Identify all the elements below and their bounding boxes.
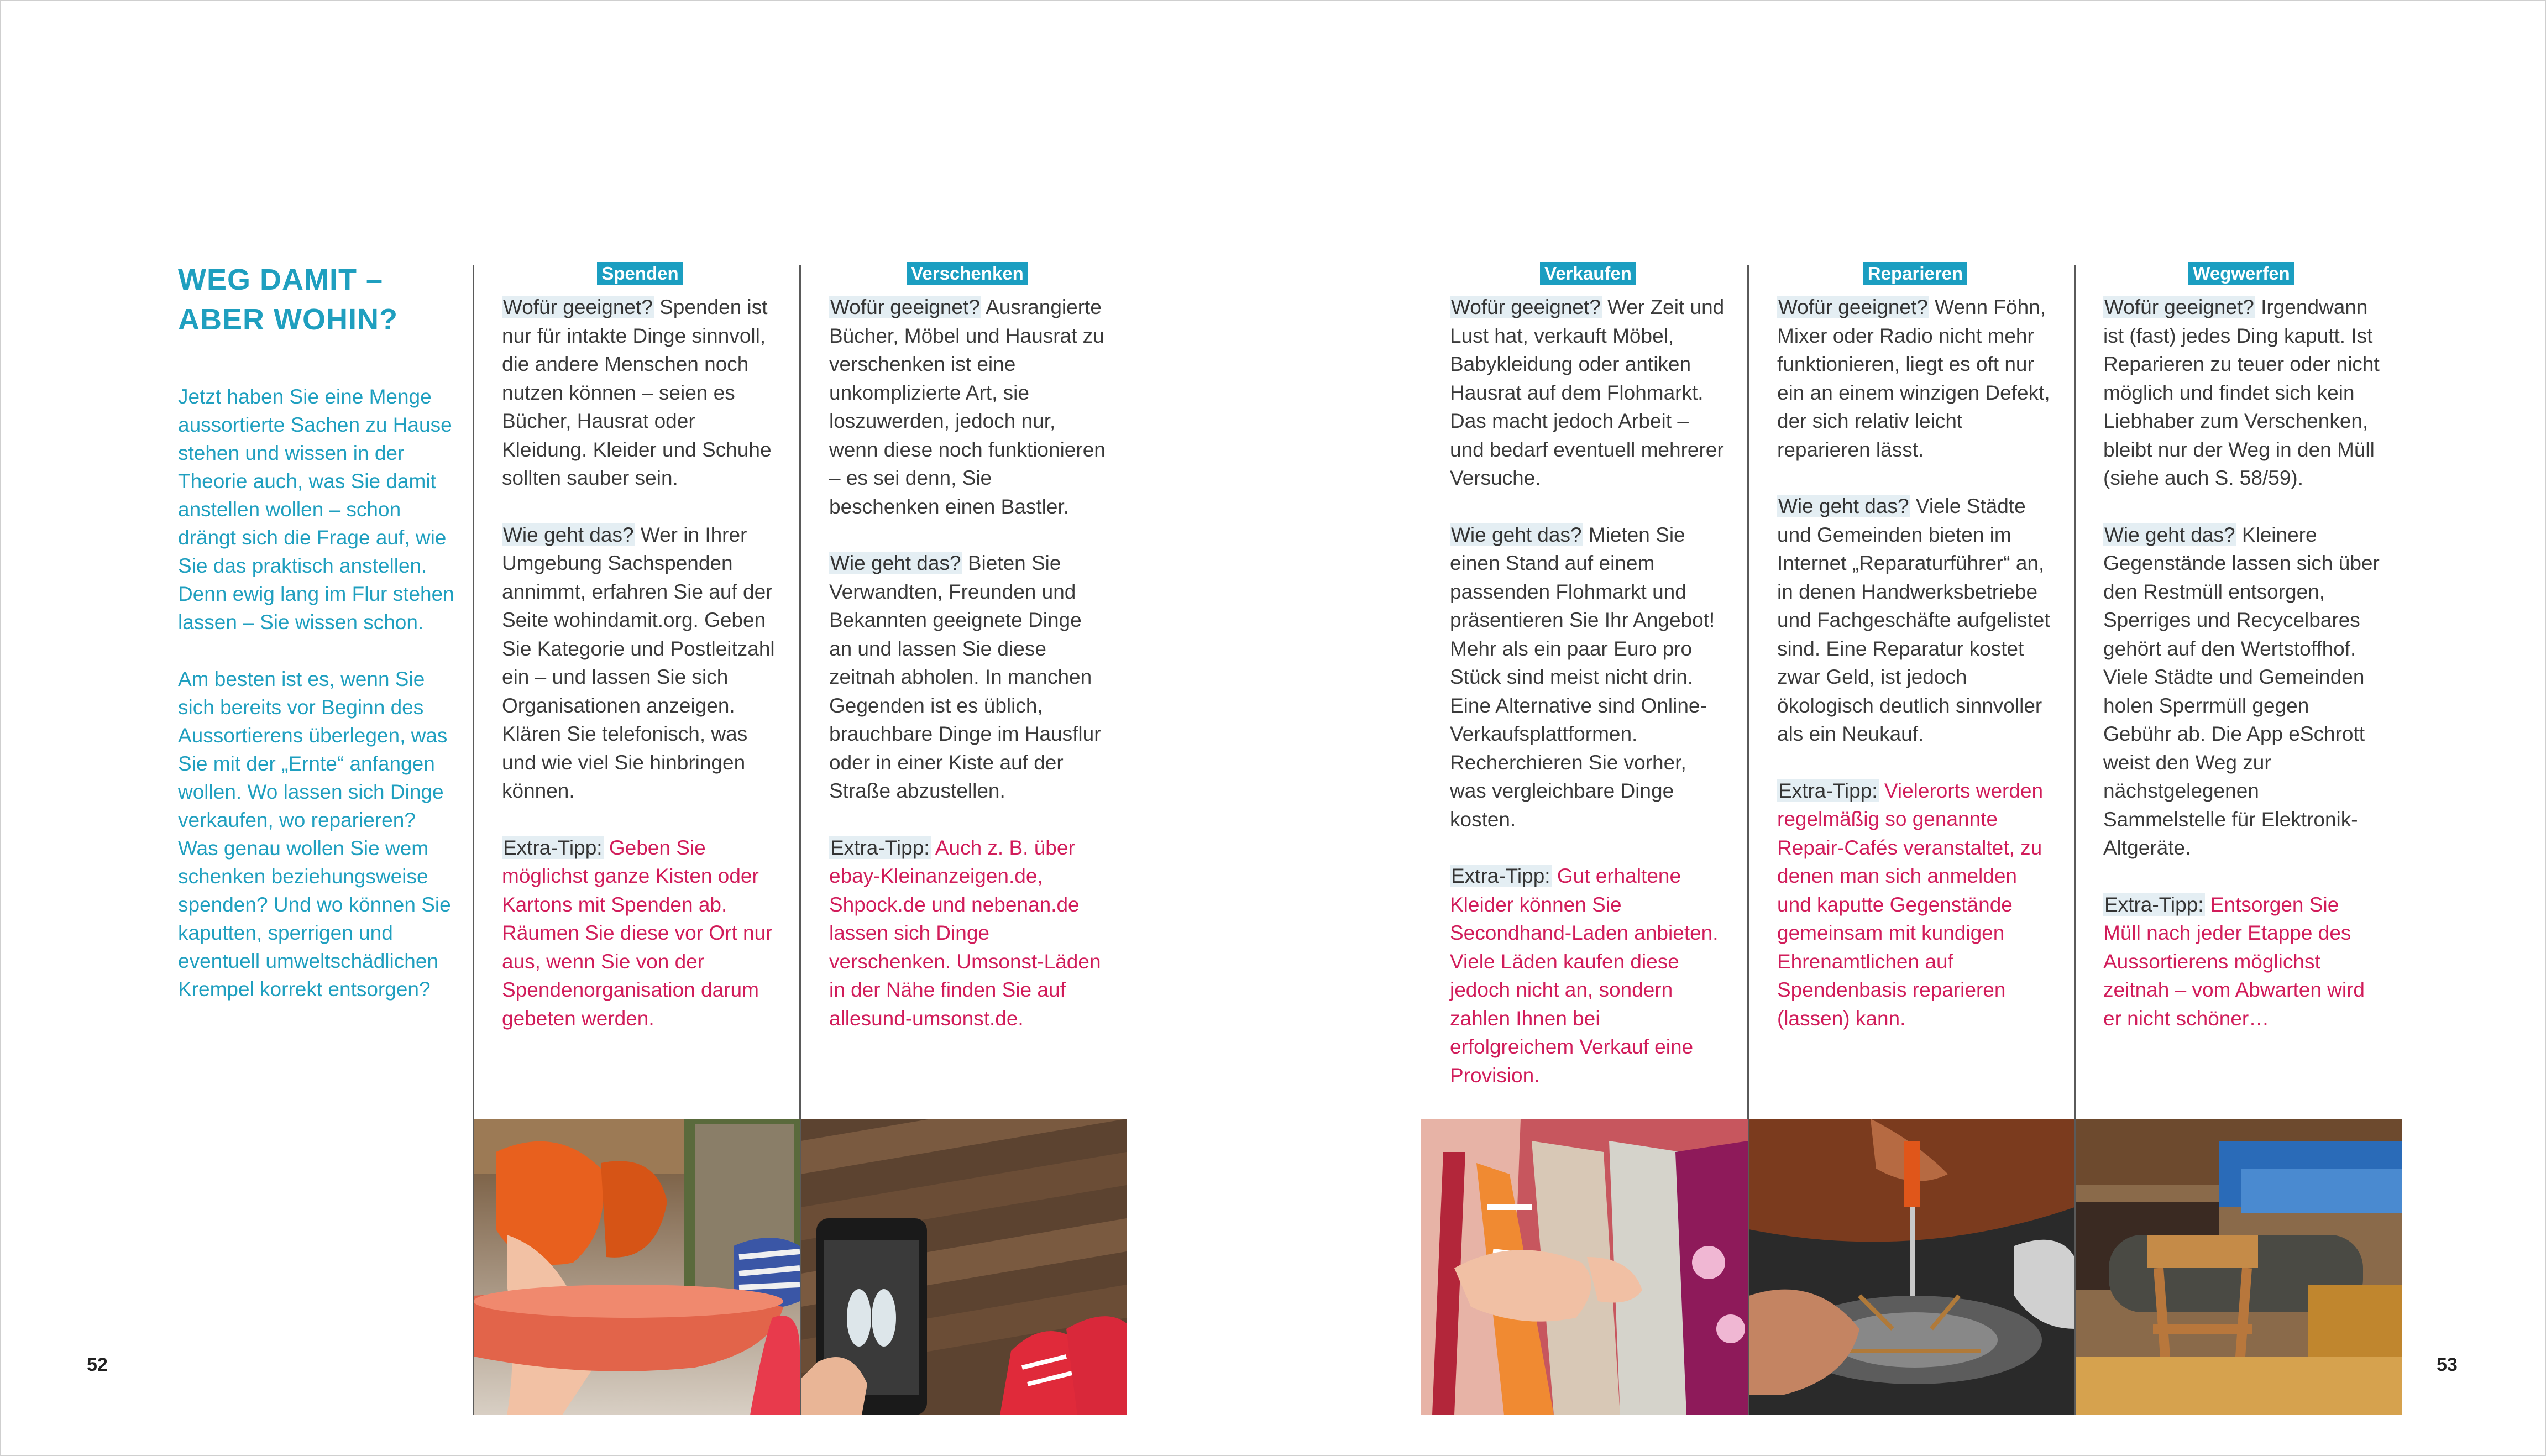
how-paragraph [1450,521,1726,834]
suitable-paragraph [1450,293,1726,493]
tip-text: Auch z. B. über ebay-Kleinanzeigen.de, Shpock.de und nebenan.de lassen sich Dinge verschenken. Umsonst-Läden in der Nähe finden Sie auf allesund-umsonst.de. [829,836,1101,1030]
column-wegwerfen [2103,262,2380,1061]
tip-paragraph [1450,862,1726,1090]
category-badge: Verkaufen [1540,262,1636,285]
how-paragraph [829,549,1106,805]
how-text: Kleinere Gegenstände lassen sich über den Restmüll entsorgen, Sperriges und Recycelbares gehört auf den Wertstoffhof. Viele Städte und Gemeinden holen Sperrmüll gegen Gebühr ab. Die App eSchrott weist den Weg zur nächstgelegenen Sammelstelle für Elektronik-Altgeräte. [2103,523,2380,859]
suitable-label: Wofür geeignet? [830,296,980,318]
how-paragraph [1777,492,2053,748]
how-text: Wer in Ihrer Umgebung Sachspenden annimmt, erfahren Sie auf der Seite wohindamit.org. Geben Sie Kategorie und Postleitzahl ein – und lassen Sie sich Organisationen anzeigen. Klären Sie telefonisch, was und wie viel Sie hinbringen können. [502,523,775,802]
photo-secondhand-clothes [1421,1119,1748,1415]
suitable-text: Wer Zeit und Lust hat, verkauft Möbel, Babykleidung oder antiken Hausrat auf dem Flohmarkt. Das macht jedoch Arbeit – und bedarf eventuell mehrerer Versuche. [1450,296,1725,489]
tip-text: Entsorgen Sie Müll nach jeder Etappe des Aussortierens möglichst zeitnah – vom Abwarten wird er nicht schöner… [2103,893,2365,1030]
tip-text: Vielerorts werden regelmäßig so genannte Repair-Cafés veranstaltet, zu denen man sich anmelden und kaputte Gegenstände gemeinsam mit kundigen Ehrenamtlichen auf Spendenbasis reparieren (lassen) kann. [1777,779,2044,1030]
suitable-text: Ausrangierte Bücher, Möbel und Hausrat zu verschenken ist eine unkomplizierte Art, sie loszuwerden, jedoch nur, wenn diese noch funktionieren – es sei denn, Sie beschenken einen Bastler. [829,296,1106,518]
tip-text: Geben Sie möglichst ganze Kisten oder Kartons mit Spenden ab. Räumen Sie diese vor Ort nur aus, wenn Sie von der Spendenorganisation darum gebeten werden. [502,836,773,1030]
intro-text [178,383,454,1032]
how-label: Wie geht das? [2104,523,2235,546]
how-text: Viele Städte und Gemeinden bieten im Internet „Reparaturführer“ an, in denen Handwerksbetriebe und Fachgeschäfte aufgelistet sind. Eine Reparatur kostet zwar Geld, ist jedoch ökologisch deutlich sinnvoller als ein Neukauf. [1777,495,2050,745]
how-text: Bieten Sie Verwandten, Freunden und Bekannten geeignete Dinge an und lassen Sie diese zeitnah abholen. In manchen Gegenden ist es üblich, brauchbare Dinge im Hausflur oder in einer Kiste auf der Straße abzustellen. [829,552,1101,802]
suitable-label: Wofür geeignet? [503,296,653,318]
how-paragraph [502,521,778,805]
how-paragraph [2103,521,2380,862]
tip-label: Extra-Tipp: [830,836,930,859]
column-reparieren [1777,262,2053,1061]
page-number-right: 53 [2437,1354,2458,1375]
how-label: Wie geht das? [1451,523,1582,546]
intro-paragraph-1: Jetzt haben Sie eine Menge aussortierte Sachen zu Hause stehen und wissen in der Theorie auch, was Sie damit anstellen wollen – schon drängt sich die Frage auf, wie Sie das praktisch anstellen. Denn ewig lang im Flur stehen lassen – Sie wissen schon. [178,385,454,633]
category-badge: Wegwerfen [2188,262,2294,285]
page-number-left: 52 [87,1354,108,1375]
suitable-paragraph [829,293,1106,521]
suitable-paragraph [2103,293,2380,493]
how-text: Mieten Sie einen Stand auf einem passenden Flohmarkt und präsentieren Sie Ihr Angebot! Mehr als ein paar Euro pro Stück sind meist nicht drin. Eine Alternative sind Online-Verkaufsplattformen. Recherchieren Sie vorher, was vergleichbare Dinge kosten. [1450,523,1715,831]
category-badge: Verschenken [907,262,1028,285]
photo-bulky-waste [2076,1119,2402,1415]
title-line-2: ABER WOHIN? [178,303,398,336]
tip-label: Extra-Tipp: [1451,865,1550,887]
column-verkaufen [1450,262,1726,1118]
suitable-label: Wofür geeignet? [2104,296,2254,318]
how-label: Wie geht das? [503,523,634,546]
column-spenden [502,262,778,1061]
suitable-text: Spenden ist nur für intakte Dinge sinnvoll, die andere Menschen noch nutzen können – seien es Bücher, Hausrat oder Kleidung. Kleider und Schuhe sollten sauber sein. [502,296,772,489]
photo-clothes-donation [474,1119,800,1415]
suitable-text: Irgendwann ist (fast) jedes Ding kaputt. Ist Reparieren zu teuer oder nicht möglich und findet sich kein Liebhaber zum Verschenken, bleibt nur der Weg in den Müll (siehe auch S. 58/59). [2103,296,2380,489]
how-label: Wie geht das? [830,552,961,574]
tip-label: Extra-Tipp: [1778,779,1878,802]
suitable-label: Wofür geeignet? [1451,296,1601,318]
suitable-label: Wofür geeignet? [1778,296,1928,318]
tip-paragraph [2103,891,2380,1033]
tip-label: Extra-Tipp: [503,836,603,859]
suitable-paragraph [502,293,778,493]
tip-label: Extra-Tipp: [2104,893,2204,916]
tip-paragraph [1777,777,2053,1033]
spread-title [178,260,432,339]
title-line-1: WEG DAMIT – [178,263,383,296]
column-verschenken [829,262,1106,1061]
category-badge: Reparieren [1863,262,1967,285]
intro-paragraph-2: Am besten ist es, wenn Sie sich bereits vor Beginn des Aussortierens überlegen, was Sie mit der „Ernte“ anfangen wollen. Wo lassen sich Dinge verkaufen, wo reparieren? Was genau wollen Sie wem schenken beziehungsweise spenden? Und wo können Sie kaputten, sperrigen und eventuell umweltschädlichen Krempel korrekt entsorgen? [178,668,451,1001]
tip-paragraph [829,834,1106,1033]
suitable-paragraph [1777,293,2053,464]
category-badge: Spenden [597,262,683,285]
tip-paragraph [502,834,778,1033]
how-label: Wie geht das? [1778,495,1909,517]
tip-text: Gut erhaltene Kleider können Sie Secondhand-Laden anbieten. Viele Läden kaufen diese jedoch nicht an, sondern zahlen Ihnen bei erfolgreichem Verkauf eine Provision. [1450,865,1719,1087]
photo-smartphone-sneakers [801,1119,1127,1415]
suitable-text: Wenn Föhn, Mixer oder Radio nicht mehr funktionieren, liegt es oft nur ein an einem winzigen Defekt, der sich relativ leicht reparieren lässt. [1777,296,2050,461]
photo-repair-screwdriver [1749,1119,2074,1415]
